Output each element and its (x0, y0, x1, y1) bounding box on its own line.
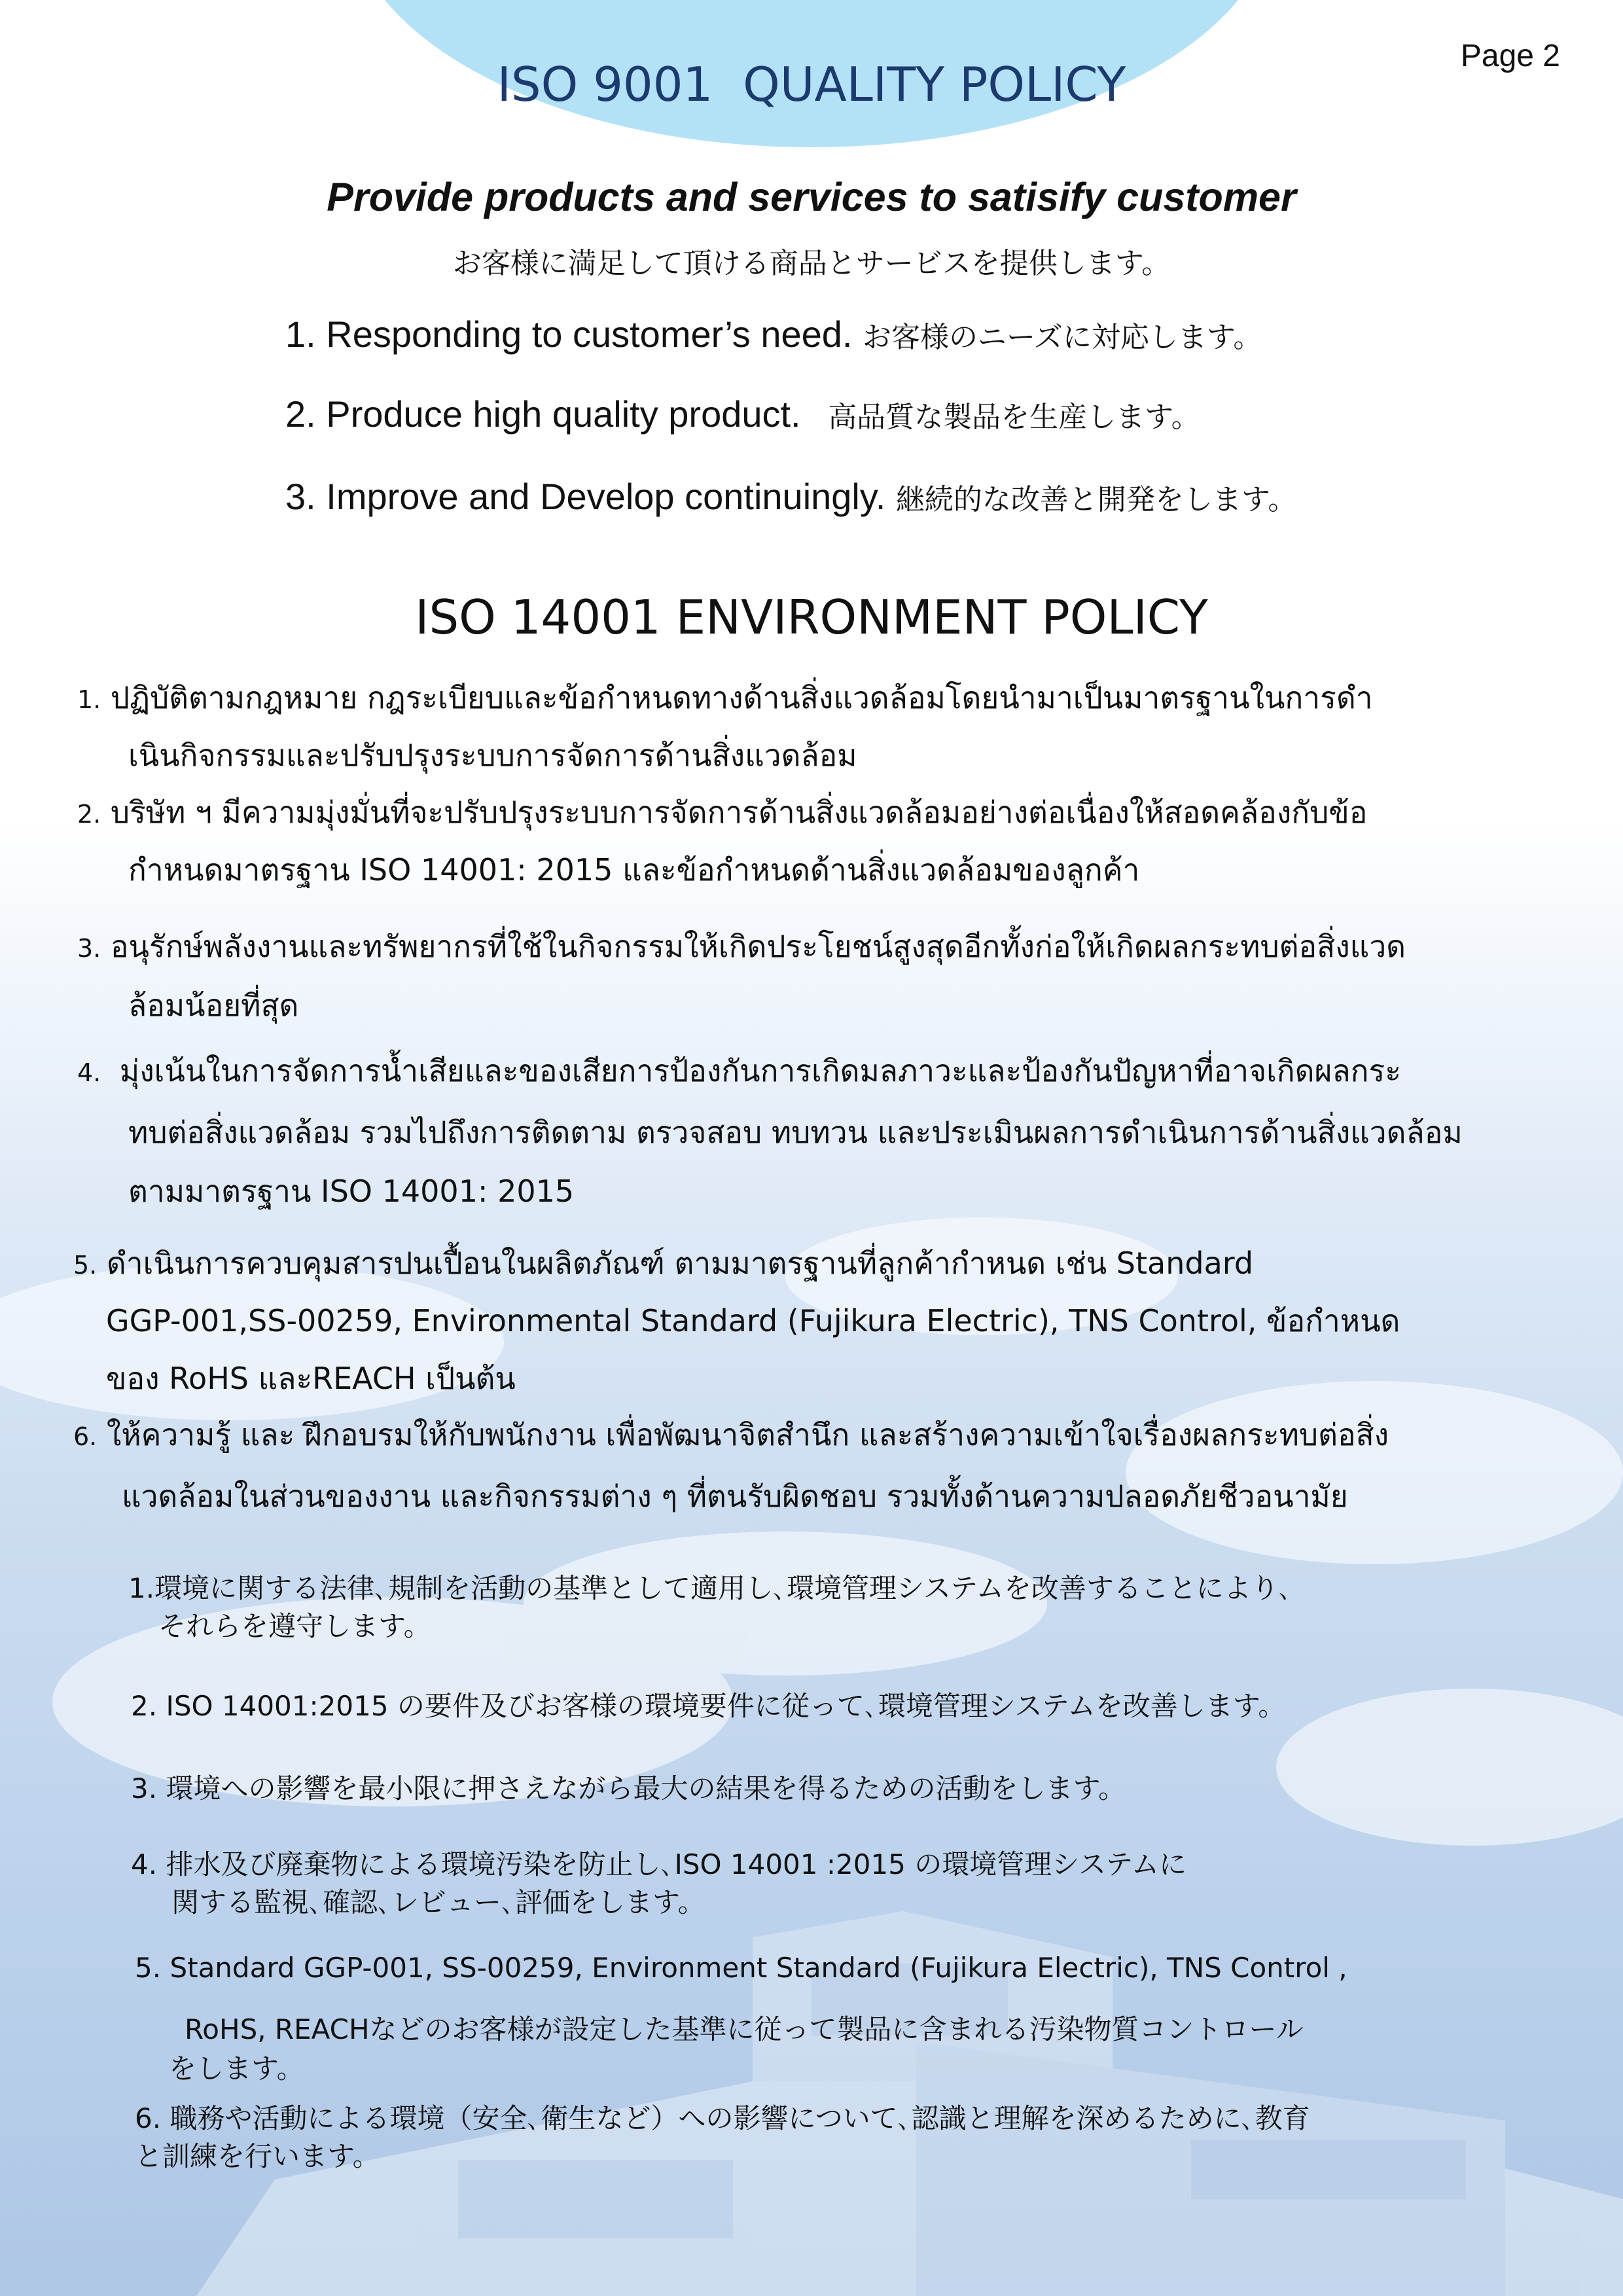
thai-item-line: เนินกิจกรรมและปรับปรุงระบบการจัดการด้านสิ่งแวดล้อม (128, 738, 857, 773)
thai-item-number: 2. (77, 800, 101, 829)
thai-item-number: 5. (73, 1251, 98, 1280)
japanese-item-line: それらを遵守します。 (158, 1610, 431, 1642)
thai-item-line: มุ่งเน้นในการจัดการน้ำเสียและของเสียการป้องกันการเกิดมลภาวะและป้องกันปัญหาที่อาจเกิดผลกระ (119, 1053, 1401, 1088)
quality-policy-title: ISO 9001 QUALITY POLICY (497, 57, 1126, 112)
thai-item-line: ดำเนินการควบคุมสารปนเปื้อนในผลิตภัณฑ์ ตามมาตรฐานที่ลูกค้ากำหนด เช่น Standard (106, 1246, 1254, 1281)
japanese-item-number: 4. (131, 1848, 158, 1880)
japanese-item-6 (135, 2097, 1310, 2136)
page-number: Page 2 (1460, 39, 1560, 73)
quality-item-english: Improve and Develop continuingly. (326, 476, 886, 517)
thai-item-5 (73, 1240, 1253, 1287)
thai-item-line: ให้ความรู้ และ ฝึกอบรมให้กับพนักงาน เพื่อพัฒนาจิตสำนึก และสร้างความเข้าใจเรื่องผลกระทบต่อสิ่ง (106, 1417, 1389, 1452)
quality-item-japanese: 継続的な改善と開発をします。 (895, 483, 1297, 516)
thai-item-line: กำหนดมาตรฐาน ISO 14001: 2015 และข้อกำหนดด้านสิ่งแวดล้อมของลูกค้า (128, 852, 1140, 888)
quality-item-japanese: 高品質な製品を生産します。 (828, 401, 1200, 434)
quality-headline-jp: お客様に満足して頂ける商品とサービスを提供します。 (452, 247, 1171, 280)
thai-item-number: 4. (77, 1058, 101, 1087)
japanese-item-3 (131, 1767, 1126, 1806)
environment-policy-title: ISO 14001 ENVIRONMENT POLICY (415, 590, 1208, 645)
japanese-item-number: 5. (135, 1952, 162, 1984)
japanese-item-number: 6. (135, 2102, 162, 2134)
thai-item-line: ปฏิบัติตามกฎหมาย กฎระเบียบและข้อกำหนดทางด้านสิ่งแวดล้อมโดยนำมาเป็นมาตรฐานในการดำ (110, 680, 1373, 715)
japanese-item-line: と訓練を行います。 (135, 2140, 380, 2172)
thai-item-number: 1. (77, 685, 101, 714)
japanese-item-line: 環境への影響を最小限に押さえながら最大の結果を得るための活動をします。 (166, 1772, 1126, 1804)
quality-item (285, 393, 1200, 435)
quality-item (285, 313, 1262, 355)
japanese-item-number: 3. (131, 1772, 158, 1804)
japanese-item-number: 1. (128, 1572, 155, 1604)
thai-item-6 (73, 1411, 1389, 1459)
thai-item-line: GGP-001,SS-00259, Environmental Standard (Fujikura Electric), TNS Control, ข้อกำหนด (106, 1303, 1400, 1338)
japanese-item-number: 2. (131, 1690, 158, 1722)
thai-item-line: บริษัท ฯ มีความมุ่งมั่นที่จะปรับปรุงระบบการจัดการด้านสิ่งแวดล้อมอย่างต่อเนื่องให้สอดคล้องกับข้อ (110, 795, 1368, 830)
japanese-item-1 (128, 1567, 1293, 1606)
japanese-item-line: 職務や活動による環境（安全､衛生など）への影響について､認識と理解を深めるために､教育 (169, 2102, 1310, 2134)
quality-item-number: 1. (285, 314, 316, 355)
japanese-item-4 (131, 1843, 1186, 1882)
thai-item-number: 3. (77, 934, 101, 963)
thai-item-line: แวดล้อมในส่วนของงาน และกิจกรรมต่าง ๆ ที่ตนรับผิดชอบ รวมทั้งด้านความปลอดภัยชีวอนามัย (122, 1479, 1348, 1514)
quality-item-japanese: お客様のニーズに対応します。 (863, 321, 1262, 354)
thai-item-line: ทบต่อสิ่งแวดล้อม รวมไปถึงการติดตาม ตรวจสอบ ทบทวน และประเมินผลการดำเนินการด้านสิ่งแวดล้อม (128, 1115, 1463, 1150)
japanese-item-line: をします。 (169, 2053, 304, 2085)
thai-item-number: 6. (73, 1422, 98, 1451)
thai-item-3 (77, 923, 1406, 971)
quality-item-english: Responding to customer’s need. (326, 314, 853, 355)
japanese-item-2 (131, 1685, 1285, 1724)
quality-item-number: 3. (285, 476, 316, 517)
thai-item-line: อนุรักษ์พลังงานและทรัพยากรที่ใช้ในกิจกรรมให้เกิดประโยชน์สูงสุดอีกทั้งก่อให้เกิดผลกระทบต่อสิ่งแวด (110, 929, 1406, 964)
quality-item-english: Produce high quality product. (326, 393, 801, 435)
japanese-item-5 (135, 1952, 1347, 1984)
japanese-item-line: ISO 14001:2015 の要件及びお客様の環境要件に従って､環境管理システムを改善します。 (166, 1690, 1286, 1722)
thai-item-1 (77, 674, 1373, 722)
japanese-item-line: RoHS, REACHなどのお客様が設定した基準に従って製品に含まれる汚染物質コントロール (185, 2013, 1304, 2045)
thai-item-line: ตามมาตรฐาน ISO 14001: 2015 (128, 1174, 575, 1209)
thai-item-2 (77, 789, 1367, 836)
quality-item (285, 475, 1296, 518)
japanese-item-line: Standard GGP-001, SS-00259, Environment Standard (Fujikura Electric), TNS Control , (169, 1952, 1347, 1984)
thai-item-4 (77, 1047, 1401, 1095)
japanese-item-line: 関する監視､確認､レビュー､評価をします。 (171, 1886, 705, 1918)
quality-headline: Provide products and services to satisify customer (327, 175, 1296, 219)
japanese-item-line: 排水及び廃棄物による環境汚染を防止し､ISO 14001 :2015 の環境管理システムに (166, 1848, 1187, 1880)
quality-item-number: 2. (285, 393, 316, 435)
japanese-item-line: 環境に関する法律､規制を活動の基準として適用し､環境管理システムを改善することにより､ (154, 1572, 1293, 1604)
thai-item-line: ของ RoHS และREACH เป็นต้น (106, 1361, 516, 1396)
thai-item-line: ล้อมน้อยที่สุด (128, 988, 299, 1023)
